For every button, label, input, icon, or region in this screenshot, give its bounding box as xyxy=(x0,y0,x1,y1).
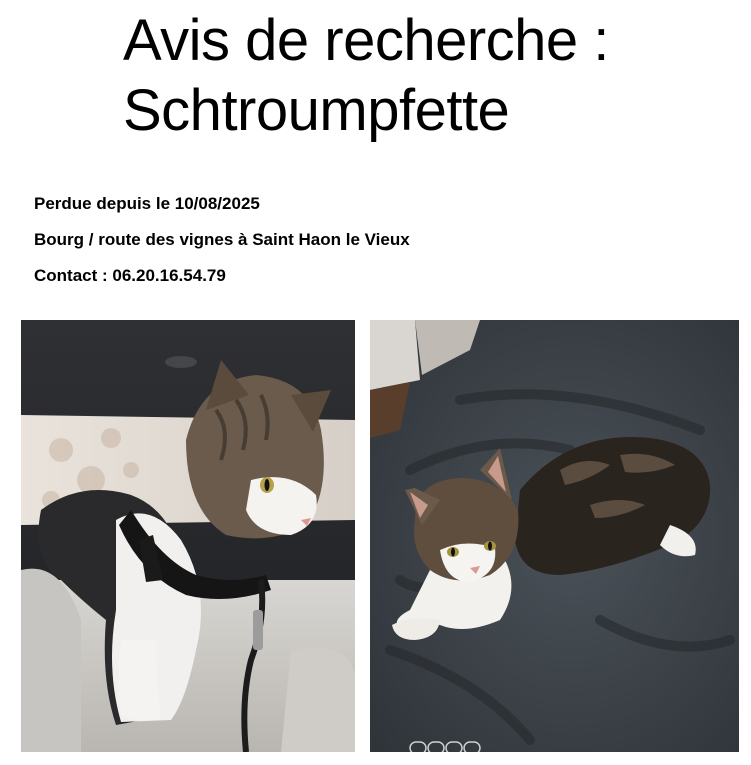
cat-photo-blanket xyxy=(370,320,739,752)
cat-photo-car xyxy=(21,320,355,752)
page-title xyxy=(123,6,743,146)
location-text: Bourg / route des vignes à Saint Haon le Vieux xyxy=(34,230,410,249)
cat-in-car-image xyxy=(21,320,355,752)
contact-text: Contact : 06.20.16.54.79 xyxy=(34,266,226,285)
title-line-2: Schtroumpfette xyxy=(123,78,510,143)
lost-since-text: Perdue depuis le 10/08/2025 xyxy=(34,194,260,213)
title-line-1: Avis de recherche : xyxy=(123,8,609,73)
info-block xyxy=(34,186,410,294)
cat-on-blanket-image xyxy=(370,320,739,752)
